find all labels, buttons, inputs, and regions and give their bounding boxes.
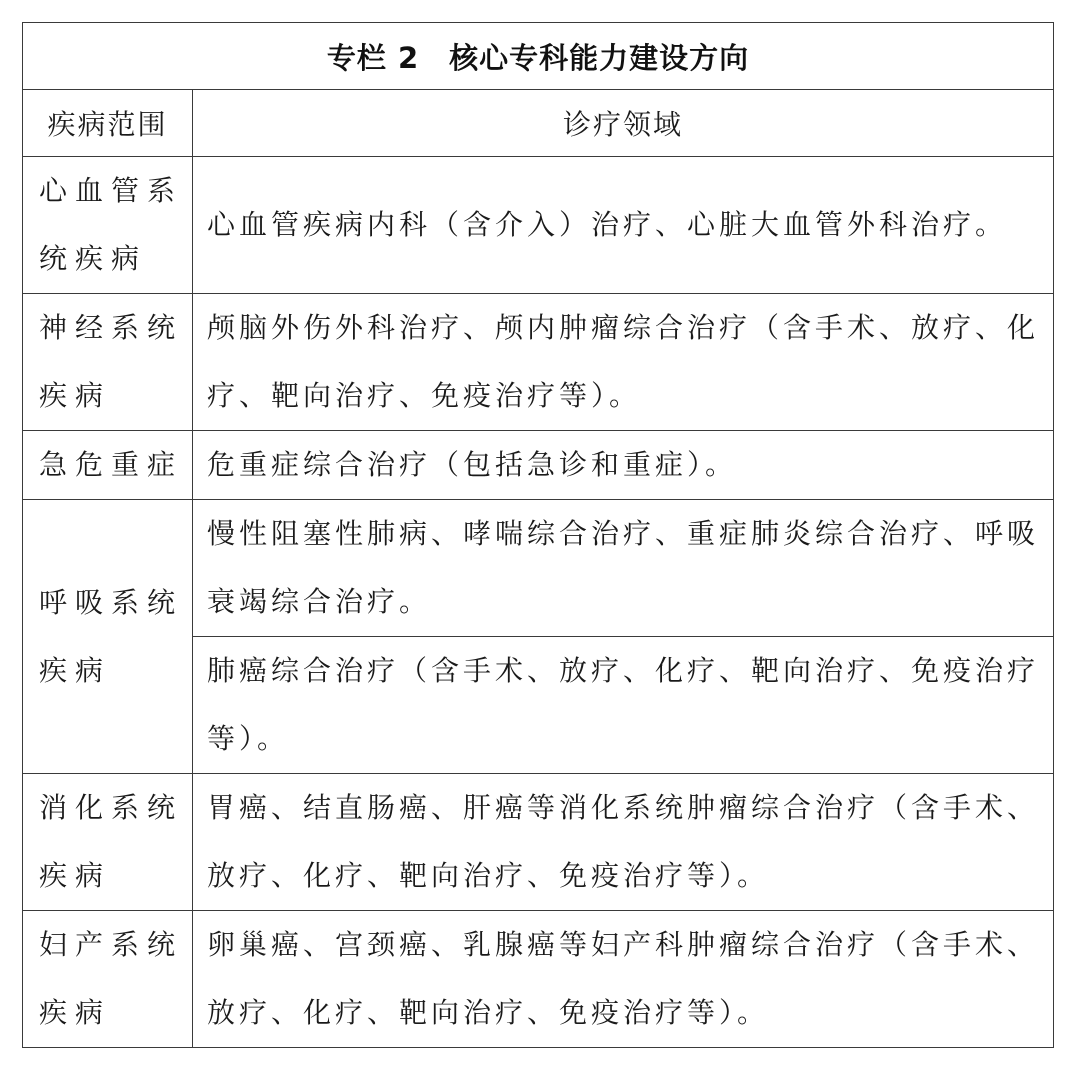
header-disease-scope: 疾病范围 <box>23 90 193 157</box>
header-treatment-field: 诊疗领域 <box>193 90 1054 157</box>
detail-cell: 心血管疾病内科（含介入）治疗、心脏大血管外科治疗。 <box>193 157 1054 294</box>
category-cell: 神经系统疾病 <box>23 294 193 431</box>
capability-table <box>22 22 1054 1048</box>
category-cell: 急危重症 <box>23 431 193 500</box>
category-cell: 呼吸系统疾病 <box>23 500 193 774</box>
table-row <box>23 157 1054 294</box>
table-row <box>23 431 1054 500</box>
category-cell: 消化系统疾病 <box>23 774 193 911</box>
caption-row <box>23 23 1054 90</box>
table-row <box>23 774 1054 911</box>
table-caption: 专栏 2 核心专科能力建设方向 <box>23 23 1054 90</box>
detail-cell: 卵巢癌、宫颈癌、乳腺癌等妇产科肿瘤综合治疗（含手术、放疗、化疗、靶向治疗、免疫治疗等）。 <box>193 911 1054 1048</box>
category-cell: 心血管系统疾病 <box>23 157 193 294</box>
table-row <box>23 294 1054 431</box>
detail-cell: 危重症综合治疗（包括急诊和重症）。 <box>193 431 1054 500</box>
category-cell: 妇产系统疾病 <box>23 911 193 1048</box>
table-row <box>23 911 1054 1048</box>
detail-cell: 慢性阻塞性肺病、哮喘综合治疗、重症肺炎综合治疗、呼吸衰竭综合治疗。 <box>193 500 1054 637</box>
table-row <box>23 500 1054 637</box>
detail-cell: 胃癌、结直肠癌、肝癌等消化系统肿瘤综合治疗（含手术、放疗、化疗、靶向治疗、免疫治疗等）。 <box>193 774 1054 911</box>
header-row <box>23 90 1054 157</box>
detail-cell: 颅脑外伤外科治疗、颅内肿瘤综合治疗（含手术、放疗、化疗、靶向治疗、免疫治疗等）。 <box>193 294 1054 431</box>
detail-cell: 肺癌综合治疗（含手术、放疗、化疗、靶向治疗、免疫治疗等）。 <box>193 637 1054 774</box>
